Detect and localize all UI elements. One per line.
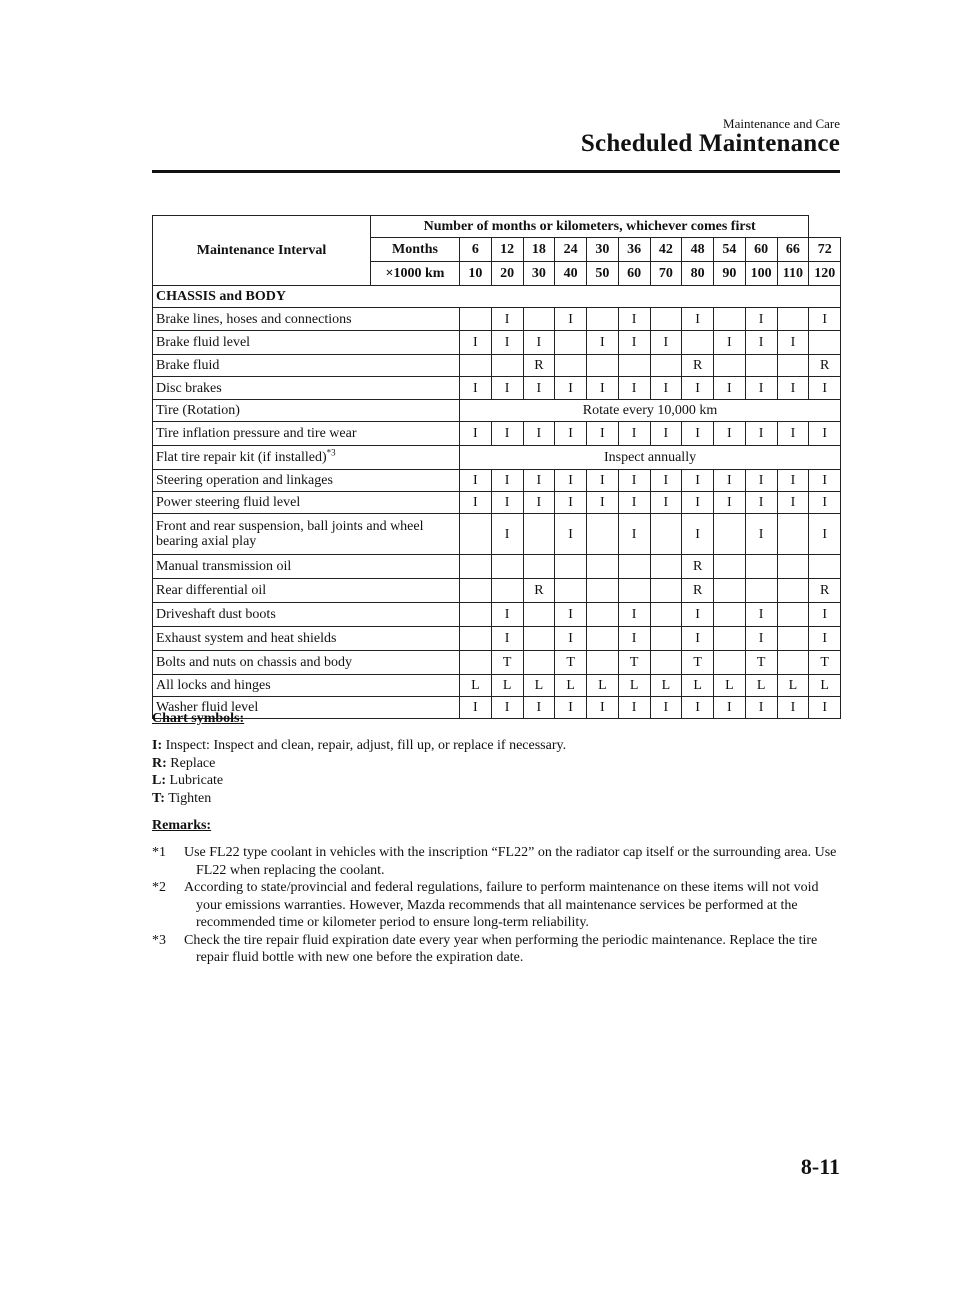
schedule-cell: T xyxy=(745,651,777,675)
page-number: 8-11 xyxy=(800,1154,840,1179)
schedule-cell xyxy=(460,514,492,555)
schedule-cell: I xyxy=(650,422,682,446)
schedule-cell: L xyxy=(491,675,523,697)
table-row xyxy=(153,675,841,697)
km-value: 80 xyxy=(682,262,714,286)
chart-symbols-heading: Chart symbols: xyxy=(152,711,245,726)
remark-item xyxy=(152,844,842,879)
symbol-text: Lubricate xyxy=(169,773,224,788)
schedule-cell xyxy=(523,514,555,555)
row-label xyxy=(153,331,460,355)
schedule-cell xyxy=(555,331,587,355)
schedule-cell xyxy=(555,579,587,603)
row-label-text: Flat tire repair kit (if installed) xyxy=(156,450,327,465)
month-value: 6 xyxy=(460,238,492,262)
schedule-cell xyxy=(460,579,492,603)
schedule-cell: I xyxy=(555,627,587,651)
remarks xyxy=(152,818,842,967)
row-label xyxy=(153,651,460,675)
schedule-cell: I xyxy=(491,470,523,492)
month-value: 54 xyxy=(714,238,746,262)
schedule-cell: I xyxy=(491,492,523,514)
schedule-cell xyxy=(618,555,650,579)
schedule-cell: I xyxy=(745,470,777,492)
schedule-cell: L xyxy=(809,675,841,697)
months-label: Months xyxy=(371,238,460,262)
schedule-cell: L xyxy=(714,675,746,697)
schedule-cell: I xyxy=(777,470,809,492)
schedule-cell xyxy=(587,514,619,555)
month-value: 66 xyxy=(777,238,809,262)
remark-item xyxy=(152,932,842,967)
symbol-text: Inspect: Inspect and clean, repair, adjust, fill up, or replace if necessary. xyxy=(165,738,567,753)
schedule-cell: I xyxy=(491,308,523,331)
whichever-label: Number of months or kilometers, whichever comes first xyxy=(371,216,809,238)
schedule-cell: I xyxy=(714,422,746,446)
schedule-cell xyxy=(745,355,777,377)
schedule-cell: L xyxy=(555,675,587,697)
row-label-text: Brake lines, hoses and connections xyxy=(156,311,352,327)
symbol-item xyxy=(152,790,852,808)
schedule-cell: I xyxy=(650,377,682,400)
schedule-cell: I xyxy=(745,603,777,627)
schedule-cell: I xyxy=(523,377,555,400)
schedule-cell xyxy=(460,308,492,331)
row-label-text: Front and rear suspension, ball joints and wheel bearing axial play xyxy=(156,519,424,549)
schedule-cell xyxy=(777,514,809,555)
schedule-cell xyxy=(587,651,619,675)
schedule-cell: T xyxy=(555,651,587,675)
chart-symbols xyxy=(152,711,852,807)
remark-number: *1 xyxy=(152,845,166,860)
km-value: 40 xyxy=(555,262,587,286)
schedule-cell xyxy=(460,555,492,579)
remark-text: According to state/provincial and federal regulations, failure to perform maintenance on these items will not void your emissions warranties. However, Mazda recommends that all maintenance services be performed at the recommended time or kilometer period to ensure long-term reliability. xyxy=(184,880,819,930)
schedule-cell xyxy=(777,308,809,331)
table-row xyxy=(153,492,841,514)
section-header: Maintenance and Care xyxy=(723,116,840,131)
row-label-text: Tire (Rotation) xyxy=(156,403,240,418)
schedule-cell: I xyxy=(682,492,714,514)
table-row xyxy=(153,331,841,355)
table-row xyxy=(153,603,841,627)
symbol-key: T: xyxy=(152,790,165,806)
row-label-text: Rear differential oil xyxy=(156,583,267,598)
schedule-cell: L xyxy=(587,675,619,697)
schedule-cell xyxy=(650,555,682,579)
schedule-cell xyxy=(460,603,492,627)
schedule-cell: I xyxy=(618,377,650,400)
schedule-cell: I xyxy=(587,492,619,514)
schedule-cell: I xyxy=(777,492,809,514)
schedule-cell: I xyxy=(714,377,746,400)
symbol-item xyxy=(152,737,852,755)
schedule-cell: I xyxy=(745,514,777,555)
schedule-cell: I xyxy=(587,422,619,446)
schedule-cell: I xyxy=(745,377,777,400)
schedule-cell: L xyxy=(460,675,492,697)
table-row xyxy=(153,377,841,400)
schedule-cell: I xyxy=(618,514,650,555)
header-divider xyxy=(152,170,840,173)
schedule-cell: I xyxy=(777,422,809,446)
schedule-cell: I xyxy=(809,514,841,555)
month-value: 36 xyxy=(618,238,650,262)
schedule-cell: I xyxy=(682,514,714,555)
schedule-cell xyxy=(650,627,682,651)
schedule-cell xyxy=(523,555,555,579)
symbol-key: L: xyxy=(152,773,166,788)
schedule-cell xyxy=(587,627,619,651)
schedule-cell: I xyxy=(618,492,650,514)
schedule-cell: L xyxy=(523,675,555,697)
schedule-cell xyxy=(460,651,492,675)
km-value: 30 xyxy=(523,262,555,286)
schedule-cell xyxy=(460,627,492,651)
schedule-cell: R xyxy=(682,555,714,579)
schedule-cell xyxy=(777,579,809,603)
schedule-cell: T xyxy=(618,651,650,675)
schedule-cell: I xyxy=(555,308,587,331)
schedule-cell: I xyxy=(555,697,587,719)
schedule-cell: I xyxy=(618,331,650,355)
schedule-cell xyxy=(650,579,682,603)
schedule-cell: I xyxy=(523,422,555,446)
schedule-cell xyxy=(523,308,555,331)
row-label-text: Bolts and nuts on chassis and body xyxy=(156,655,352,670)
schedule-cell: I xyxy=(618,603,650,627)
span-cell: Rotate every 10,000 km xyxy=(460,400,841,422)
schedule-cell: I xyxy=(555,422,587,446)
row-label xyxy=(153,355,460,377)
footnote-ref: *3 xyxy=(326,447,336,458)
schedule-cell: I xyxy=(714,697,746,719)
row-label xyxy=(153,377,460,400)
schedule-cell: I xyxy=(491,627,523,651)
schedule-cell: I xyxy=(745,492,777,514)
schedule-cell: I xyxy=(618,308,650,331)
row-label xyxy=(153,675,460,697)
schedule-cell xyxy=(523,603,555,627)
schedule-cell xyxy=(714,514,746,555)
schedule-cell: I xyxy=(745,697,777,719)
schedule-cell: I xyxy=(555,492,587,514)
schedule-cell: I xyxy=(587,331,619,355)
schedule-cell: I xyxy=(682,603,714,627)
month-value: 42 xyxy=(650,238,682,262)
month-value: 24 xyxy=(555,238,587,262)
schedule-cell: I xyxy=(491,697,523,719)
schedule-cell xyxy=(491,555,523,579)
month-value: 48 xyxy=(682,238,714,262)
schedule-cell xyxy=(555,355,587,377)
schedule-cell: I xyxy=(809,492,841,514)
table-row xyxy=(153,627,841,651)
schedule-cell xyxy=(682,331,714,355)
schedule-cell: I xyxy=(555,514,587,555)
schedule-cell: I xyxy=(809,603,841,627)
schedule-cell: I xyxy=(555,470,587,492)
schedule-cell xyxy=(777,555,809,579)
schedule-cell: I xyxy=(460,377,492,400)
row-label-text: Brake fluid level xyxy=(156,335,251,350)
remark-item xyxy=(152,879,842,932)
km-value: 90 xyxy=(714,262,746,286)
remark-number: *2 xyxy=(152,880,166,895)
row-label-text: Tire inflation pressure and tire wear xyxy=(156,426,357,441)
schedule-cell: I xyxy=(555,603,587,627)
schedule-cell xyxy=(650,308,682,331)
schedule-cell: I xyxy=(491,331,523,355)
schedule-cell: R xyxy=(523,579,555,603)
symbol-item xyxy=(152,755,852,773)
span-cell: Inspect annually xyxy=(460,446,841,470)
schedule-cell: I xyxy=(809,627,841,651)
schedule-cell xyxy=(587,355,619,377)
row-label-text: Power steering fluid level xyxy=(156,495,301,510)
row-label xyxy=(153,603,460,627)
table-row xyxy=(153,514,841,555)
km-value: 50 xyxy=(587,262,619,286)
schedule-cell: I xyxy=(714,492,746,514)
schedule-cell xyxy=(714,308,746,331)
month-value: 72 xyxy=(809,238,841,262)
schedule-cell xyxy=(650,514,682,555)
table-row xyxy=(153,555,841,579)
schedule-cell: I xyxy=(682,308,714,331)
schedule-cell xyxy=(714,579,746,603)
schedule-cell xyxy=(523,627,555,651)
maintenance-schedule-table xyxy=(152,215,841,719)
schedule-cell: I xyxy=(523,697,555,719)
row-label-text: Steering operation and linkages xyxy=(156,473,333,488)
schedule-cell: I xyxy=(523,470,555,492)
schedule-cell: I xyxy=(650,331,682,355)
row-label xyxy=(153,400,460,422)
symbol-key: I: xyxy=(152,738,163,753)
schedule-cell xyxy=(555,555,587,579)
symbol-text: Tighten xyxy=(168,790,212,806)
interval-label: Maintenance Interval xyxy=(153,216,371,286)
schedule-cell xyxy=(491,355,523,377)
schedule-cell: I xyxy=(809,470,841,492)
table-row xyxy=(153,579,841,603)
km-value: 70 xyxy=(650,262,682,286)
schedule-cell: I xyxy=(618,627,650,651)
remark-text: Use FL22 type coolant in vehicles with the inscription “FL22” on the radiator cap itself or the surrounding area. Use FL22 when replacing the coolant. xyxy=(184,845,837,878)
table-row xyxy=(153,400,841,422)
schedule-cell: I xyxy=(682,377,714,400)
schedule-cell: I xyxy=(460,331,492,355)
schedule-cell xyxy=(650,603,682,627)
km-label: ×1000 km xyxy=(371,262,460,286)
schedule-cell: I xyxy=(650,697,682,719)
row-label-text: Disc brakes xyxy=(156,380,222,396)
schedule-cell: I xyxy=(460,470,492,492)
km-value: 20 xyxy=(491,262,523,286)
schedule-cell xyxy=(618,579,650,603)
schedule-cell: L xyxy=(777,675,809,697)
month-value: 30 xyxy=(587,238,619,262)
schedule-cell: I xyxy=(460,422,492,446)
schedule-cell xyxy=(745,579,777,603)
schedule-cell: L xyxy=(618,675,650,697)
schedule-cell: I xyxy=(745,331,777,355)
schedule-cell: T xyxy=(682,651,714,675)
schedule-cell xyxy=(587,555,619,579)
schedule-cell xyxy=(714,651,746,675)
row-label-text: Washer fluid level xyxy=(156,700,259,715)
section-row xyxy=(153,286,841,308)
symbol-text: Replace xyxy=(170,755,216,771)
schedule-cell xyxy=(777,355,809,377)
row-label xyxy=(153,514,460,555)
remark-number: *3 xyxy=(152,932,166,948)
schedule-cell: T xyxy=(809,651,841,675)
schedule-cell: I xyxy=(618,422,650,446)
schedule-cell: I xyxy=(682,697,714,719)
schedule-cell: I xyxy=(777,331,809,355)
row-label-text: Brake fluid xyxy=(156,358,220,373)
symbol-key: R: xyxy=(152,755,167,771)
schedule-cell xyxy=(809,331,841,355)
table-row xyxy=(153,446,841,470)
schedule-cell: I xyxy=(714,331,746,355)
schedule-cell: I xyxy=(777,697,809,719)
schedule-cell: I xyxy=(745,422,777,446)
schedule-cell xyxy=(714,555,746,579)
schedule-cell xyxy=(777,651,809,675)
schedule-cell xyxy=(523,651,555,675)
schedule-cell: I xyxy=(491,514,523,555)
schedule-cell: I xyxy=(587,697,619,719)
month-value: 12 xyxy=(491,238,523,262)
schedule-cell: I xyxy=(809,308,841,331)
schedule-cell: I xyxy=(587,470,619,492)
schedule-cell: L xyxy=(682,675,714,697)
schedule-cell: I xyxy=(491,603,523,627)
schedule-cell: I xyxy=(682,627,714,651)
header-row xyxy=(153,216,841,238)
month-value: 18 xyxy=(523,238,555,262)
schedule-cell xyxy=(777,603,809,627)
schedule-cell: R xyxy=(682,579,714,603)
schedule-cell xyxy=(777,627,809,651)
schedule-cell: L xyxy=(745,675,777,697)
schedule-cell: I xyxy=(777,377,809,400)
row-label-text: Driveshaft dust boots xyxy=(156,607,276,622)
schedule-cell xyxy=(650,651,682,675)
km-value: 10 xyxy=(460,262,492,286)
row-label xyxy=(153,555,460,579)
schedule-cell: I xyxy=(809,377,841,400)
schedule-cell xyxy=(460,355,492,377)
schedule-cell: I xyxy=(491,377,523,400)
month-value: 60 xyxy=(745,238,777,262)
table-row xyxy=(153,308,841,331)
schedule-cell: I xyxy=(491,422,523,446)
schedule-cell: I xyxy=(682,470,714,492)
km-value: 60 xyxy=(618,262,650,286)
km-value: 120 xyxy=(809,262,841,286)
table-row xyxy=(153,355,841,377)
km-value: 110 xyxy=(777,262,809,286)
schedule-cell xyxy=(809,555,841,579)
schedule-cell: I xyxy=(650,470,682,492)
schedule-cell xyxy=(650,355,682,377)
schedule-cell: I xyxy=(745,627,777,651)
table-row xyxy=(153,470,841,492)
row-label xyxy=(153,579,460,603)
row-label-text: Exhaust system and heat shields xyxy=(156,631,337,646)
schedule-cell: R xyxy=(809,355,841,377)
schedule-cell xyxy=(745,555,777,579)
row-label-text: All locks and hinges xyxy=(156,678,271,693)
schedule-cell: I xyxy=(555,377,587,400)
row-label xyxy=(153,492,460,514)
schedule-cell: I xyxy=(650,492,682,514)
schedule-cell: I xyxy=(460,492,492,514)
row-label xyxy=(153,627,460,651)
schedule-cell: R xyxy=(809,579,841,603)
row-label xyxy=(153,470,460,492)
page-title: Scheduled Maintenance xyxy=(580,130,840,157)
schedule-cell xyxy=(587,579,619,603)
row-label xyxy=(153,422,460,446)
schedule-cell: I xyxy=(618,470,650,492)
remarks-heading: Remarks: xyxy=(152,818,212,833)
schedule-cell: T xyxy=(491,651,523,675)
schedule-cell: R xyxy=(682,355,714,377)
remark-text: Check the tire repair fluid expiration date every year when performing the periodic maintenance. Replace the tire repair fluid bottle with new one before the expiration date. xyxy=(184,932,818,965)
section-label: CHASSIS and BODY xyxy=(153,286,841,308)
schedule-cell xyxy=(587,603,619,627)
row-label xyxy=(153,308,460,331)
table-row xyxy=(153,422,841,446)
table-row xyxy=(153,651,841,675)
row-label xyxy=(153,446,460,470)
schedule-cell xyxy=(491,579,523,603)
schedule-cell: L xyxy=(650,675,682,697)
schedule-cell: I xyxy=(460,697,492,719)
row-label-text: Manual transmission oil xyxy=(156,559,292,574)
schedule-cell: I xyxy=(682,422,714,446)
schedule-cell: I xyxy=(587,377,619,400)
schedule-cell: I xyxy=(745,308,777,331)
schedule-cell xyxy=(714,603,746,627)
symbol-item xyxy=(152,772,852,790)
schedule-cell: R xyxy=(523,355,555,377)
schedule-cell xyxy=(714,355,746,377)
schedule-cell: I xyxy=(809,422,841,446)
km-value: 100 xyxy=(745,262,777,286)
schedule-cell: I xyxy=(618,697,650,719)
schedule-cell xyxy=(587,308,619,331)
schedule-cell: I xyxy=(809,697,841,719)
schedule-cell: I xyxy=(523,331,555,355)
schedule-cell: I xyxy=(523,492,555,514)
schedule-cell xyxy=(714,627,746,651)
schedule-cell xyxy=(618,355,650,377)
schedule-cell: I xyxy=(714,470,746,492)
